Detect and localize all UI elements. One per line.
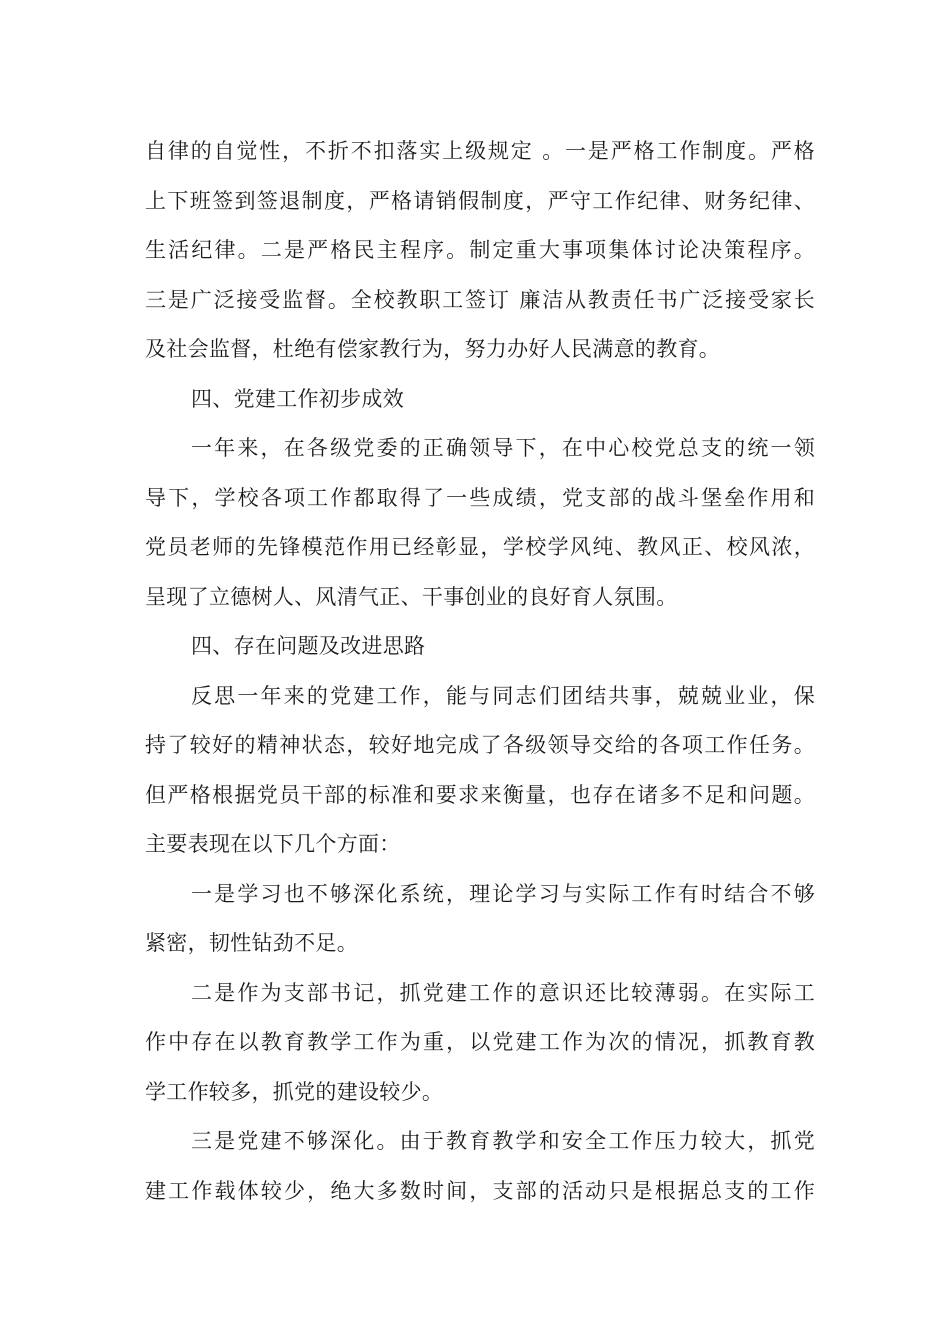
paragraph-line: 一年来，在各级党委的正确领导下，在中心校党总支的统一领 [191,436,815,460]
paragraph-line: 作中存在以教育教学工作为重，以党建工作为次的情况，抓教育教 [145,1030,815,1054]
paragraph-line: 呈现了立德树人、风清气正、干事创业的良好育人氛围。 [145,584,678,609]
paragraph-line: 持了较好的精神状态，较好地完成了各级领导交给的各项工作任务。 [145,733,815,757]
paragraph-line: 生活纪律。二是严格民主程序。制定重大事项集体讨论决策程序。 [145,238,815,262]
paragraph-line: 紧密，韧性钻劲不足。 [145,931,358,955]
paragraph-line: 学工作较多，抓党的建设较少。 [145,1079,444,1104]
document-body [145,127,815,1216]
paragraph-line: 三是党建不够深化。由于教育教学和安全工作压力较大，抓党 [191,1129,815,1153]
section-heading: 四、存在问题及改进思路 [191,634,426,658]
paragraph-line: 二是作为支部书记，抓党建工作的意识还比较薄弱。在实际工 [191,980,815,1005]
paragraph-line: 建工作载体较少，绝大多数时间，支部的活动只是根据总支的工作 [145,1178,815,1203]
paragraph-line: 自律的自觉性，不折不扣落实上级规定 。一是严格工作制度。严格 [145,139,815,163]
paragraph-line: 但严格根据党员干部的标准和要求来衡量，也存在诸多不足和问题。 [145,782,815,807]
paragraph-line: 主要表现在以下几个方面： [145,832,401,856]
paragraph-line: 及社会监督，杜绝有偿家教行为，努力办好人民满意的教育。 [145,337,721,361]
section-heading: 四、党建工作初步成效 [191,386,404,411]
paragraph-line: 上下班签到签退制度，严格请销假制度，严守工作纪律、财务纪律、 [145,188,815,213]
paragraph-line: 党员老师的先锋模范作用已经彰显，学校学风纯、教风正、校风浓， [145,535,815,559]
paragraph-line: 导下，学校各项工作都取得了一些成绩，党支部的战斗堡垒作用和 [145,485,815,510]
paragraph-line: 反思一年来的党建工作，能与同志们团结共事，兢兢业业，保 [191,683,815,708]
paragraph-line: 一是学习也不够深化系统，理论学习与实际工作有时结合不够 [191,881,815,906]
paragraph-line: 三是广泛接受监督。全校教职工签订 廉洁从教责任书广泛接受家长 [145,287,815,312]
